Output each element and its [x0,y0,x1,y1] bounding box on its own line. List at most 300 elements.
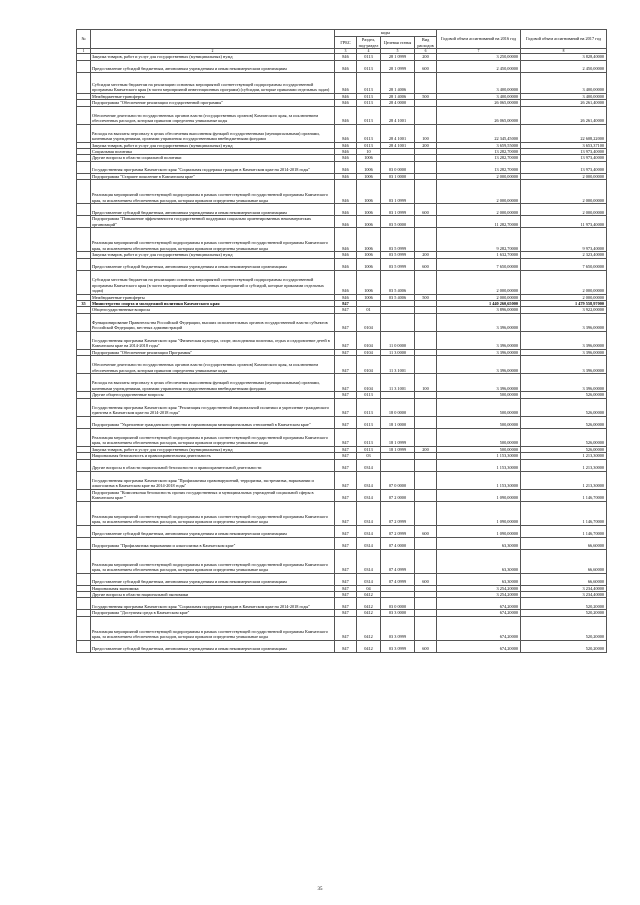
row-name: Реализация мероприятий соответствующей подпрограммы в рамках соответствующей государственной программы Камчатского края, за исключением обеспеченных расходов, которым приказом определены уникальные коды [91,501,335,525]
table-row [77,161,607,173]
row-csr: 28 1 0999 [381,60,415,72]
row-amount-2016: 1 090,00000 [437,525,521,537]
table-row [77,228,607,252]
row-vr [415,489,437,501]
table-row [77,124,607,142]
row-amount-2017: 2 000,00000 [521,180,607,204]
row-name: Закупка товаров, работ и услуг для государственных (муниципальных) нужд [91,54,335,60]
row-razdel: 0113 [357,72,381,93]
row-grbs: 846 [335,294,357,300]
row-razdel: 1006 [357,258,381,270]
row-name: Предоставление субсидий бюджетным, автономным учреждениям и иным некоммерческим организациям [91,573,335,585]
row-amount-2017: 2 000,00000 [521,204,607,216]
row-name: Межбюджетные трансферты [91,93,335,99]
row-amount-2017: 1 213,30000 [521,471,607,489]
row-name: Субсидии местным бюджетам на реализацию основных мероприятий соответствующей подпрограммы государственной программы Камчатского края (в части мероприятий инвестиционных программ) (субсидии, которые приказами отдельных задач) [91,72,335,93]
row-razdel: 0113 [357,398,381,416]
row-number [77,60,91,72]
row-amount-2016: 1 153,30000 [437,453,521,459]
row-name: Государственная программа Камчатского края "Реализация государственной национальной политики и укрепление гражданского единства в Камчатском крае на 2014-2018 годы" [91,398,335,416]
header-vr: Вид расходов [415,37,437,49]
row-grbs: 846 [335,258,357,270]
row-amount-2016: 3 396,00000 [437,313,521,331]
row-vr [415,471,437,489]
row-amount-2016: 500,00000 [437,428,521,446]
row-name: Государственная программа Камчатского края "Физическая культура, спорт, молодежная политика, отдых и оздоровление детей в Камчатском крае на 2014-2018 годы" [91,331,335,349]
row-grbs: 847 [335,392,357,398]
row-amount-2016: 674,20000 [437,640,521,652]
row-razdel: 01 [357,307,381,313]
row-vr: 600 [415,204,437,216]
row-razdel: 0314 [357,459,381,471]
row-csr: 07 2 0999 [381,501,415,525]
row-number [77,270,91,294]
row-vr [415,216,437,228]
row-amount-2017: 3 234,40000 [521,585,607,591]
row-grbs: 846 [335,124,357,142]
row-csr: 03 5 0999 [381,258,415,270]
row-name: Социальная политика [91,149,335,155]
row-amount-2016: 1 632,70000 [437,252,521,258]
row-grbs: 846 [335,204,357,216]
row-csr [381,459,415,471]
table-row [77,60,607,72]
row-amount-2017: 26 261,40000 [521,106,607,124]
row-name: Расходы на выплаты персоналу в целях обеспечения выполнения функций государственными (муниципальными) органами, казенными учреждениями, органами управления государственными внебюджетными фондами [91,374,335,392]
row-amount-2017: 2 000,00000 [521,294,607,300]
header-year-2017: Годовой объем ассигнований на 2017 год [521,30,607,49]
table-row [77,471,607,489]
col-number: 7 [437,49,521,54]
row-csr: 28 1 4006 [381,93,415,99]
table-row [77,398,607,416]
row-amount-2016: 2 000,00000 [437,270,521,294]
row-name: Национальная безопасность и правоохранительная деятельность [91,453,335,459]
row-grbs: 847 [335,640,357,652]
row-grbs: 847 [335,591,357,597]
row-razdel: 0314 [357,573,381,585]
row-razdel: 0314 [357,501,381,525]
table-row [77,537,607,549]
row-razdel: 1006 [357,204,381,216]
row-amount-2017: 1 213,30000 [521,459,607,471]
row-amount-2017: 520,20000 [521,598,607,610]
col-number: 5 [381,49,415,54]
row-amount-2016: 63,30000 [437,573,521,585]
row-razdel: 0113 [357,60,381,72]
row-name: Реализация мероприятий соответствующей подпрограммы в рамках соответствующей государственной программы Камчатского края, за исключением обеспеченных расходов, которым приказом определены уникальные коды [91,228,335,252]
row-amount-2017: 1 146,70000 [521,501,607,525]
row-razdel: 0113 [357,392,381,398]
row-name: Реализация мероприятий соответствующей подпрограммы в рамках соответствующей государственной программы Камчатского края, за исключением обеспеченных расходов, которым приказом определены уникальные коды [91,616,335,640]
row-amount-2017: 526,00000 [521,446,607,452]
row-number [77,180,91,204]
table-row [77,598,607,610]
table-row [77,106,607,124]
row-grbs: 847 [335,307,357,313]
row-vr [415,416,437,428]
row-name: Государственная программа Камчатского края "Социальная поддержка граждан в Камчатском крае на 2014-2018 годы" [91,161,335,173]
row-number [77,398,91,416]
row-vr [415,549,437,573]
row-amount-2017: 2 450,00000 [521,60,607,72]
row-name: Другие вопросы в области социальной политики [91,155,335,161]
row-amount-2016: 2 000,00000 [437,204,521,216]
row-amount-2017: 22 608,22000 [521,124,607,142]
row-amount-2017: 520,20000 [521,610,607,616]
row-amount-2016: 22 345,45000 [437,124,521,142]
row-amount-2016: 3 896,00000 [437,307,521,313]
row-csr: 03 5 4006 [381,294,415,300]
row-vr [415,270,437,294]
row-csr: 28 4 0000 [381,100,415,106]
row-name: Другие общегосударственные вопросы [91,392,335,398]
row-vr: 200 [415,54,437,60]
row-csr: 03 5 0999 [381,252,415,258]
row-name: Закупка товаров, работ и услуг для государственных (муниципальных) нужд [91,142,335,148]
row-amount-2017: 526,00000 [521,428,607,446]
page-number: 35 [317,887,323,892]
col-number: 4 [357,49,381,54]
row-csr: 03 1 0000 [381,173,415,179]
row-csr: 07 4 0000 [381,537,415,549]
row-amount-2016: 674,20000 [437,598,521,610]
row-amount-2017: 3 400,00000 [521,93,607,99]
row-number [77,72,91,93]
row-amount-2016: 1 090,00000 [437,489,521,501]
row-razdel: 0314 [357,471,381,489]
table-header [77,30,607,54]
row-razdel: 0113 [357,416,381,428]
row-amount-2016: 3 254,20000 [437,591,521,597]
row-amount-2016: 3 396,00000 [437,349,521,355]
row-vr [415,228,437,252]
header-num: № [77,30,91,49]
row-razdel: 0113 [357,142,381,148]
table-row [77,216,607,228]
row-csr: 18 1 0999 [381,446,415,452]
row-grbs: 847 [335,301,357,307]
row-name: Предоставление субсидий бюджетным, автономным учреждениям и иным некоммерческим организациям [91,258,335,270]
row-grbs: 846 [335,270,357,294]
budget-table-page [76,29,606,653]
row-number [77,124,91,142]
row-vr: 600 [415,640,437,652]
row-razdel: 1006 [357,161,381,173]
row-csr: 11 3 1001 [381,374,415,392]
row-grbs: 847 [335,428,357,446]
row-amount-2017: 9 973,40000 [521,228,607,252]
row-amount-2017: 3 396,00000 [521,356,607,374]
table-row [77,489,607,501]
row-razdel: 0113 [357,93,381,99]
row-name: Обеспечение деятельности государственных органов власти (государственных органов) Камчатского края, за исключением обеспеченных расходов, которым приказом определены уникальные коды [91,356,335,374]
row-name: Национальная экономика [91,585,335,591]
row-csr: 18 1 0999 [381,428,415,446]
table-row [77,616,607,640]
row-grbs: 846 [335,60,357,72]
row-grbs: 846 [335,252,357,258]
row-number [77,471,91,489]
row-vr: 500 [415,93,437,99]
row-grbs: 847 [335,489,357,501]
row-name: Функционирование Правительства Российской Федерации, высших исполнительных органов государственной власти субъектов Российской Федерации, местных администраций [91,313,335,331]
row-amount-2017: 526,00000 [521,416,607,428]
row-csr: 28 4 1001 [381,106,415,124]
row-amount-2016: 1 153,30000 [437,471,521,489]
row-number [77,106,91,124]
row-grbs: 846 [335,161,357,173]
row-amount-2017: 7 650,00000 [521,258,607,270]
row-razdel: 0104 [357,356,381,374]
row-csr: 28 4 1001 [381,124,415,142]
row-grbs: 846 [335,54,357,60]
row-name: Закупка товаров, работ и услуг для государственных (муниципальных) нужд [91,252,335,258]
row-amount-2016: 13 282,70000 [437,149,521,155]
row-razdel: 0104 [357,349,381,355]
row-vr: 100 [415,374,437,392]
row-grbs: 847 [335,374,357,392]
row-name: Государственная программа Камчатского края "Профилактика правонарушений, терроризма, экстремизма, наркомании и алкоголизма в Камчатском крае на 2014-2018 годы" [91,471,335,489]
row-grbs: 846 [335,93,357,99]
row-number [77,525,91,537]
row-vr: 600 [415,258,437,270]
row-amount-2017: 3 396,00000 [521,331,607,349]
row-razdel: 0113 [357,428,381,446]
row-name: Реализация мероприятий соответствующей подпрограммы в рамках соответствующей государственной программы Камчатского края, за исключением обеспеченных расходов, которым приказом определены уникальные коды [91,428,335,446]
row-razdel: 0314 [357,489,381,501]
row-amount-2017: 66,60000 [521,549,607,573]
row-number [77,573,91,585]
row-grbs: 846 [335,106,357,124]
col-number: 8 [521,49,607,54]
table-row [77,204,607,216]
row-csr: 28 1 4006 [381,72,415,93]
row-amount-2017: 3 396,00000 [521,374,607,392]
row-amount-2017: 526,00000 [521,392,607,398]
row-amount-2017: 3 828,40000 [521,54,607,60]
row-vr: 600 [415,525,437,537]
row-amount-2016: 9 282,70000 [437,228,521,252]
row-csr: 03 5 4006 [381,270,415,294]
row-amount-2017: 1 213,30000 [521,453,607,459]
row-name: Расходы на выплаты персоналу в целях обеспечения выполнения функций государственными (муниципальными) органами, казенными учреждениями, органами управления государственными внебюджетными фондами [91,124,335,142]
row-grbs: 847 [335,549,357,573]
row-name: Подпрограмма "Обеспечение реализации Программы" [91,349,335,355]
row-amount-2017: 3 922,00000 [521,307,607,313]
row-amount-2016: 63,30000 [437,537,521,549]
row-csr: 03 1 0999 [381,204,415,216]
row-number [77,598,91,610]
row-csr: 11 0 0000 [381,331,415,349]
row-vr [415,106,437,124]
row-name: Межбюджетные трансферты [91,294,335,300]
row-grbs: 847 [335,525,357,537]
row-grbs: 846 [335,216,357,228]
table-row [77,573,607,585]
row-vr [415,161,437,173]
row-name: Общегосударственные вопросы [91,307,335,313]
row-csr: 28 1 0999 [381,54,415,60]
table-row [77,270,607,294]
row-amount-2016: 1 090,00000 [437,501,521,525]
col-number: 3 [335,49,357,54]
row-number [77,313,91,331]
row-amount-2016: 11 282,70000 [437,216,521,228]
row-razdel: 10 [357,149,381,155]
table-row [77,640,607,652]
row-grbs: 847 [335,453,357,459]
row-vr [415,398,437,416]
row-razdel: 0412 [357,616,381,640]
table-row [77,549,607,573]
row-grbs: 847 [335,356,357,374]
row-amount-2017: 3 400,00000 [521,72,607,93]
row-name: Подпрограмма "Старшее поколение в Камчатском крае" [91,173,335,179]
row-name: Министерство спорта и молодежной политики Камчатского края [91,301,335,307]
table-row [77,72,607,93]
row-vr: 100 [415,124,437,142]
row-razdel: 0113 [357,100,381,106]
row-grbs: 847 [335,416,357,428]
row-csr: 07 2 0999 [381,525,415,537]
table-body [77,54,607,652]
row-grbs: 847 [335,610,357,616]
row-razdel: 0412 [357,598,381,610]
row-number [77,428,91,446]
table-row [77,313,607,331]
header-year-2016: Годовой объем ассигнований на 2016 год [437,30,521,49]
row-razdel: 03 [357,453,381,459]
col-number: 2 [91,49,335,54]
row-csr: 18 0 0000 [381,398,415,416]
row-grbs: 847 [335,501,357,525]
row-amount-2016: 500,00000 [437,416,521,428]
row-amount-2016: 26 065,00000 [437,106,521,124]
row-grbs: 847 [335,616,357,640]
row-number [77,258,91,270]
row-razdel: 0113 [357,54,381,60]
row-razdel: 0113 [357,106,381,124]
row-name: Государственная программа Камчатского края "Социальная поддержка граждан в Камчатском крае на 2014-2018 годы" [91,598,335,610]
row-amount-2017: 1 146,70000 [521,489,607,501]
row-csr: 07 4 0999 [381,573,415,585]
row-amount-2017: 13 973,40000 [521,149,607,155]
row-vr: 200 [415,142,437,148]
header-name [91,30,335,49]
row-vr [415,598,437,610]
row-amount-2016: 2 000,00000 [437,173,521,179]
row-razdel: 1006 [357,252,381,258]
row-number [77,616,91,640]
row-razdel: 1006 [357,294,381,300]
table-row [77,258,607,270]
row-csr: 07 0 0000 [381,471,415,489]
row-name: Подпрограмма "Обеспечение реализации государственной программы" [91,100,335,106]
col-number: 1 [77,49,91,54]
row-name: Обеспечение деятельности государственных органов власти (государственных органов) Камчатского края, за исключением обеспеченных расходов, которым приказом определены уникальные коды [91,106,335,124]
row-grbs: 846 [335,180,357,204]
row-csr: 03 5 0000 [381,216,415,228]
row-amount-2017: 2 000,00000 [521,173,607,179]
row-grbs: 847 [335,537,357,549]
row-number [77,356,91,374]
row-number [77,204,91,216]
row-grbs: 847 [335,313,357,331]
row-grbs: 846 [335,100,357,106]
table-row [77,356,607,374]
row-csr: 03 3 0000 [381,610,415,616]
table-row [77,525,607,537]
row-razdel: 0104 [357,374,381,392]
row-csr: 03 0 0000 [381,598,415,610]
row-name: Другие вопросы в области национальной экономики [91,591,335,597]
row-amount-2017: 520,20000 [521,640,607,652]
row-grbs: 847 [335,398,357,416]
row-amount-2016: 13 282,70000 [437,155,521,161]
row-name: Подпрограмма "Повышение эффективности государственной поддержки социально ориентированных некоммерческих организаций" [91,216,335,228]
row-number: 35 [77,301,91,307]
row-vr [415,501,437,525]
row-amount-2017: 2 000,00000 [521,270,607,294]
row-csr: 28 4 1001 [381,142,415,148]
col-number: 6 [415,49,437,54]
row-amount-2016: 3 400,00000 [437,72,521,93]
row-vr: 200 [415,252,437,258]
row-amount-2017: 3 396,00000 [521,349,607,355]
row-amount-2016: 7 650,00000 [437,258,521,270]
row-razdel: 0104 [357,331,381,349]
row-razdel: 1006 [357,155,381,161]
row-razdel: 0314 [357,537,381,549]
row-amount-2016: 2 000,00000 [437,294,521,300]
row-amount-2016: 63,30000 [437,549,521,573]
row-csr: 03 3 0999 [381,640,415,652]
row-csr: 18 1 0000 [381,416,415,428]
row-amount-2016: 1 153,30000 [437,459,521,471]
row-amount-2016: 500,00000 [437,446,521,452]
table-row [77,331,607,349]
row-grbs: 847 [335,598,357,610]
header-csr: Целевая статья [381,37,415,49]
row-csr: 03 0 0000 [381,161,415,173]
row-csr: 07 4 0999 [381,549,415,573]
row-razdel: 0113 [357,124,381,142]
row-grbs: 846 [335,149,357,155]
row-amount-2016: 3 254,20000 [437,585,521,591]
row-razdel: 04 [357,585,381,591]
row-amount-2016: 500,00000 [437,392,521,398]
row-amount-2016: 1 440 260,65000 [437,301,521,307]
table-row [77,416,607,428]
table-row [77,501,607,525]
row-amount-2016: 13 282,70000 [437,161,521,173]
row-vr: 500 [415,294,437,300]
row-amount-2017: 2 323,40000 [521,252,607,258]
row-razdel: 0113 [357,446,381,452]
row-name: Предоставление субсидий бюджетным, автономным учреждениям и иным некоммерческим организациям [91,60,335,72]
header-grbs: ГРБС [335,37,357,49]
row-vr: 600 [415,60,437,72]
header-razdel: Раздел, под-раздел [357,37,381,49]
row-amount-2016: 26 065,00000 [437,100,521,106]
row-razdel: 1006 [357,270,381,294]
row-amount-2016: 3 659,55000 [437,142,521,148]
row-name: Подпрограмма "Укрепление гражданского единства и гармонизация межнациональных отношений в Камчатском крае" [91,416,335,428]
row-vr [415,180,437,204]
row-razdel: 0314 [357,525,381,537]
row-name: Подпрограмма "Комплексная безопасность прочих государственных и муниципальных учреждений социальной сферы в Камчатском крае " [91,489,335,501]
